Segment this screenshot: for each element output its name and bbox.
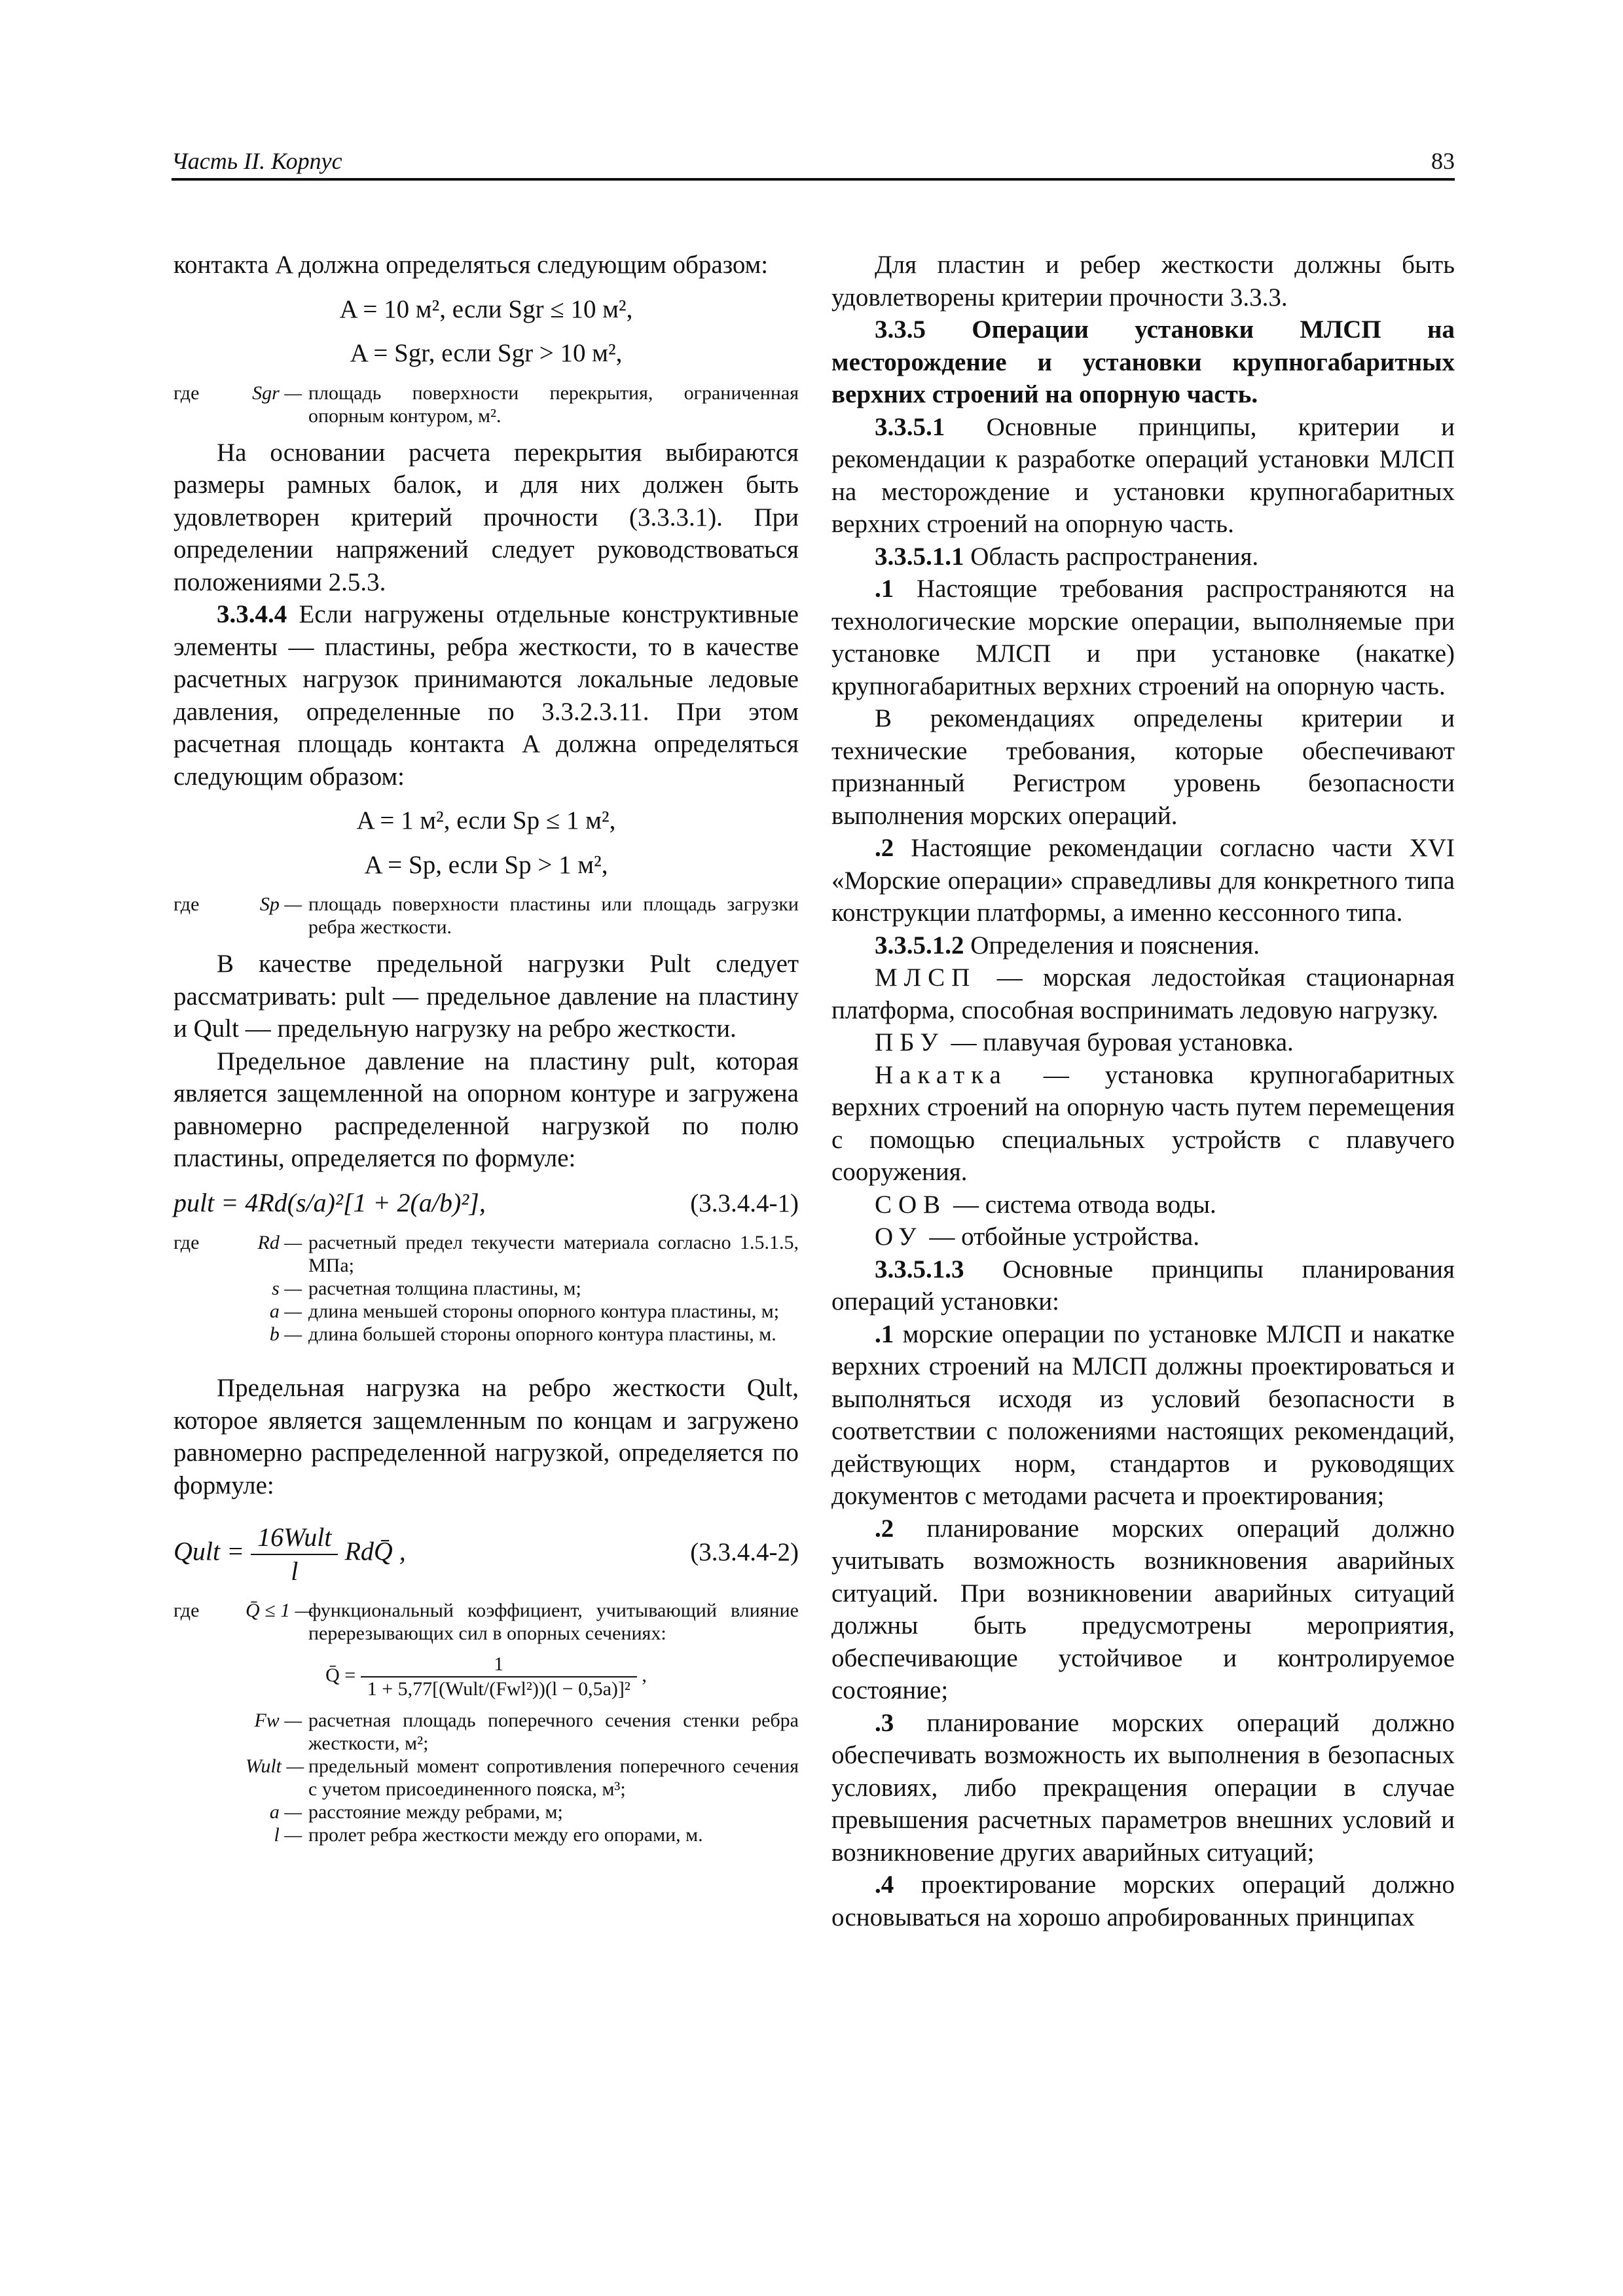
equation-number: (3.3.4.4-2) xyxy=(690,1537,799,1566)
paragraph: Для пластин и ребер жесткости должны быть удовлетворены критерии прочности 3.3.3. xyxy=(831,251,1455,312)
formula: A = Sp, если Sp > 1 м², xyxy=(364,850,608,879)
equation: pult = 4Rd(s/a)²[1 + 2(a/b)²], xyxy=(173,1187,486,1217)
running-title: Часть II. Корпус xyxy=(172,148,342,174)
definition: МЛСП — морская ледостойкая стационарная платформа, способная воспринимать ледовую нагрузку. xyxy=(831,963,1455,1024)
definition: СОВ — система отвода воды. xyxy=(875,1190,1216,1219)
formula: A = 1 м², если Sp ≤ 1 м², xyxy=(356,806,616,834)
left-column xyxy=(173,249,799,1853)
where-block: где Sgr — площадь поверхности перекрытия, ограниченная опорным контуром, м². xyxy=(173,382,799,427)
where-block: где Sp — площадь поверхности пластины или площадь загрузки ребра жесткости. xyxy=(173,893,799,938)
where-block: Fw — расчетная площадь поперечного сечения стенки ребра жесткости, м²; Wult — предельный момент сопротивления поперечного сечения с учетом присоединенного пояска, м³; a — расстояние между ребрами, м; l — пролет ребра жесткости между его опорами, м. xyxy=(246,1710,799,1846)
paragraph: 3.3.5.1.1 Область распространения. xyxy=(875,542,1259,571)
paragraph: 3.3.5.1.2 Определения и пояснения. xyxy=(875,931,1260,960)
list-item: .4 проектирование морских операций должно основываться на хорошо апробированных принципах xyxy=(831,1871,1455,1931)
paragraph: 3.3.5.1.3 Основные принципы планирования операций установки: xyxy=(831,1255,1455,1316)
header-rule xyxy=(172,178,1455,181)
formula: A = Sgr, если Sgr > 10 м², xyxy=(350,339,623,367)
formula: Q̄ = $\frac{1}{\text{1 + 5,77[(Wult/(Fwl²))(l − 0,5a)]²}}$ , xyxy=(325,1653,647,1700)
right-column xyxy=(831,249,1455,1933)
page-header xyxy=(172,147,1455,180)
page-number: 83 xyxy=(1431,148,1455,174)
paragraph: На основании расчета перекрытия выбираются размеры рамных балок, и для них должен быть удовлетворен критерий прочности (3.3.3.1). При определении напряжений следует руководствоваться положениями 2.5.3. xyxy=(173,438,799,596)
equation-number: (3.3.4.4-1) xyxy=(690,1189,799,1217)
formula: A = 10 м², если Sgr ≤ 10 м², xyxy=(339,295,633,323)
paragraph: В рекомендациях определены критерии и технические требования, которые обеспечивают признанный Регистром уровень безопасности выполнения морских операций. xyxy=(831,704,1455,830)
definition: Накатка — установка крупногабаритных верхних строений на опорную часть путем перемещения с помощью специальных устройств с плавучего сооружения. xyxy=(831,1060,1455,1186)
list-item: .2 планирование морских операций должно учитывать возможность возникновения аварийных ситуаций. При возникновении аварийных ситуаций должны быть предусмотрены мероприятия, обеспечивающие устойчивое и контролируемое состояние; xyxy=(831,1514,1455,1704)
paragraph: В качестве предельной нагрузки Pult следует рассматривать: pult — предельное давление на пластину и Qult — предельную нагрузку на ребро жесткости. xyxy=(173,950,799,1043)
definition: ПБУ — плавучая буровая установка. xyxy=(875,1028,1294,1056)
paragraph: 3.3.4.4 Если нагружены отдельные конструктивные элементы — пластины, ребра жесткости, то в качестве расчетных нагрузок принимаются локальные ледовые давления, определенные по 3.3.2.3.11. При этом расчетная площадь контакта A должна определяться следующим образом: xyxy=(173,600,799,791)
equation-row xyxy=(173,1521,799,1587)
where-block: где Rd — расчетный предел текучести материала согласно 1.5.1.5, МПа; s — расчетная толщина пластины, м; a — длина меньшей стороны опорного контура пластины, м; b — длина большей стороны опорного контура пластины, м. xyxy=(173,1232,799,1345)
equation: Qult = $\frac{\text{16Wult}}{l}$ RdQ̄ , xyxy=(173,1522,406,1586)
paragraph: .2 Настоящие рекомендации согласно части XVI «Морские операции» справедливы для конкретного типа конструкции платформы, а именно кессонного типа. xyxy=(831,834,1455,927)
paragraph: 3.3.5.1 Основные принципы, критерии и рекомендации к разработке операций установки МЛСП на месторождение и установки крупногабаритных верхних строений на опорную часть. xyxy=(831,412,1455,538)
where-block: где Q̄ ≤ 1 — функциональный коэффициент, учитывающий влияние перерезывающих сил в опорных сечениях: xyxy=(173,1600,799,1644)
paragraph: Предельное давление на пластину pult, которая является защемленной на опорном контуре и загружена равномерно распределенной нагрузкой по полю пластины, определяется по формуле: xyxy=(173,1047,799,1172)
equation-row xyxy=(173,1187,799,1220)
list-item: .1 морские операции по установке МЛСП и накатке верхних строений на МЛСП должны проектироваться и выполняться исходя из условий безопасности в соответствии с положениями настоящих рекомендаций, действующих норм, стандартов и руководящих документов с методами расчета и проектирования; xyxy=(831,1319,1455,1510)
section-heading: 3.3.5 Операции установки МЛСП на месторождение и установки крупногабаритных верхних строений на опорную часть. xyxy=(831,315,1455,408)
paragraph: контакта A должна определяться следующим образом: xyxy=(173,251,769,279)
paragraph: .1 Настоящие требования распространяются на технологические морские операции, выполняемые при установке МЛСП и при установке (накатке) крупногабаритных верхних строений на опорную часть. xyxy=(831,575,1455,700)
paragraph: Предельная нагрузка на ребро жесткости Qult, которое является защемленным по концам и загружено равномерно распределенной нагрузкой, определяется по формуле: xyxy=(173,1374,799,1499)
definition: ОУ — отбойные устройства. xyxy=(875,1223,1199,1251)
list-item: .3 планирование морских операций должно обеспечивать возможность их выполнения в безопасных условиях, либо прекращения операции в случае превышения расчетных параметров внешних условий и возникновение других аварийных ситуаций; xyxy=(831,1708,1455,1867)
